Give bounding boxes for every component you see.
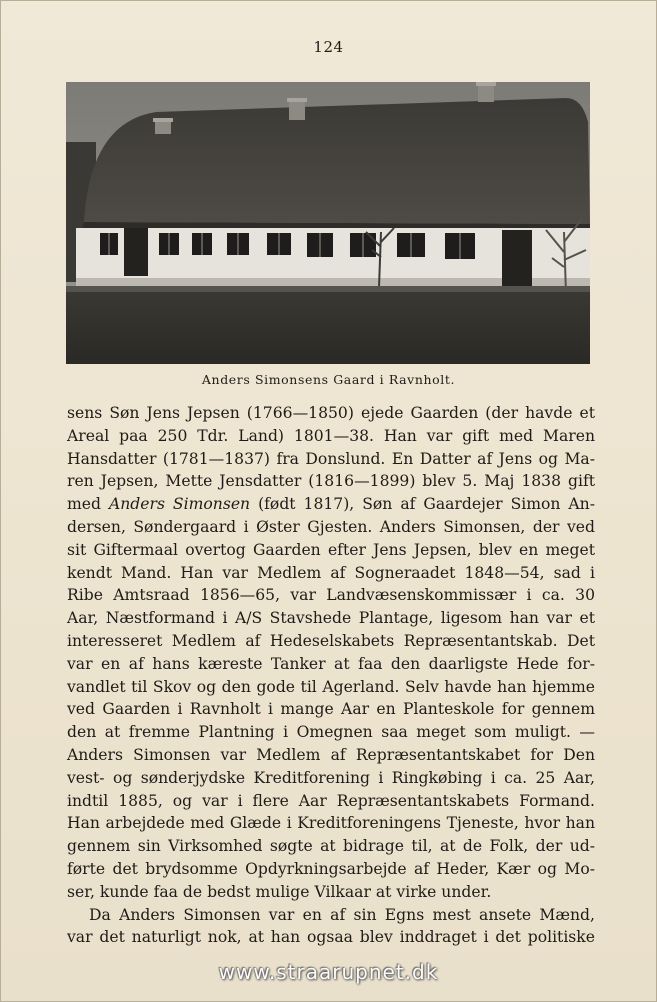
text-line-rest: (født 1817), Søn af Gaardejer Simon An- [258,495,595,514]
body-text [67,402,595,949]
website-watermark: www.straarupnet.dk [218,960,439,984]
text-line: indtil 1885, og var i flere Aar Repræsentantskabets Formand. [67,791,595,810]
text-line: sit Giftermaal overtog Gaarden efter Jens Jepsen, blev en meget [67,540,595,559]
text-line: kendt Mand. Han var Medlem af Sogneraadet 1848—54, sad i [67,563,595,582]
text-line [67,493,595,516]
text-line: gennem sin Virksomhed søgte at bidrage til, at de Folk, der ud- [67,837,595,856]
text-line: den at fremme Plantning i Omegnen saa meget som muligt. — [67,723,595,742]
italic-name: Anders Simonsen [108,495,251,514]
text-line: var en af hans kæreste Tanker at faa den daarligste Hede for- [67,654,595,673]
text-line: Areal paa 250 Tdr. Land) 1801—38. Han var gift med Maren [67,426,595,445]
farmhouse-photo [66,82,590,364]
text-line: førte det brydsomme Opdyrkningsarbejde af Heder, Kær og Mo- [67,859,595,878]
text-line: sens Søn Jens Jepsen (1766—1850) ejede Gaarden (der havde et [67,404,595,422]
text-line-prefix: med [67,495,101,514]
text-line: Han arbejdede med Glæde i Kreditforeningens Tjeneste, hvor han [67,814,595,833]
text-line: var det naturligt nok, at han ogsaa blev inddraget i det politiske [67,928,595,947]
text-line: Ribe Amtsraad 1856—65, var Landvæsenskommissær i ca. 30 [67,586,595,605]
text-line: Anders Simonsen var Medlem af Repræsentantskabet for Den [67,745,595,764]
text-line: ren Jepsen, Mette Jensdatter (1816—1899) blev 5. Maj 1838 gift [67,472,595,491]
page-number: 124 [313,38,344,56]
text-line: Da Anders Simonsen var en af sin Egns mest ansete Mænd, [89,905,595,924]
text-line: interesseret Medlem af Hedeselskabets Repræsentantskab. Det [67,631,595,650]
text-line: Aar, Næstformand i A/S Stavshede Plantage, ligesom han var et [67,609,595,628]
text-line: ser, kunde faa de bedst mulige Vilkaar at virke under. [67,882,492,901]
text-line: dersen, Søndergaard i Øster Gjesten. Anders Simonsen, der ved [67,517,595,536]
text-line: vest- og sønderjydske Kreditforening i Ringkøbing i ca. 25 Aar, [67,768,595,787]
text-line: Hansdatter (1781—1837) fra Donslund. En Datter af Jens og Ma- [67,449,595,468]
text-line: vandlet til Skov og den gode til Agerland. Selv havde han hjemme [67,677,595,696]
photo-caption: Anders Simonsens Gaard i Ravnholt. [201,372,456,387]
text-line: ved Gaarden i Ravnholt i mange Aar en Planteskole for gennem [67,700,595,719]
